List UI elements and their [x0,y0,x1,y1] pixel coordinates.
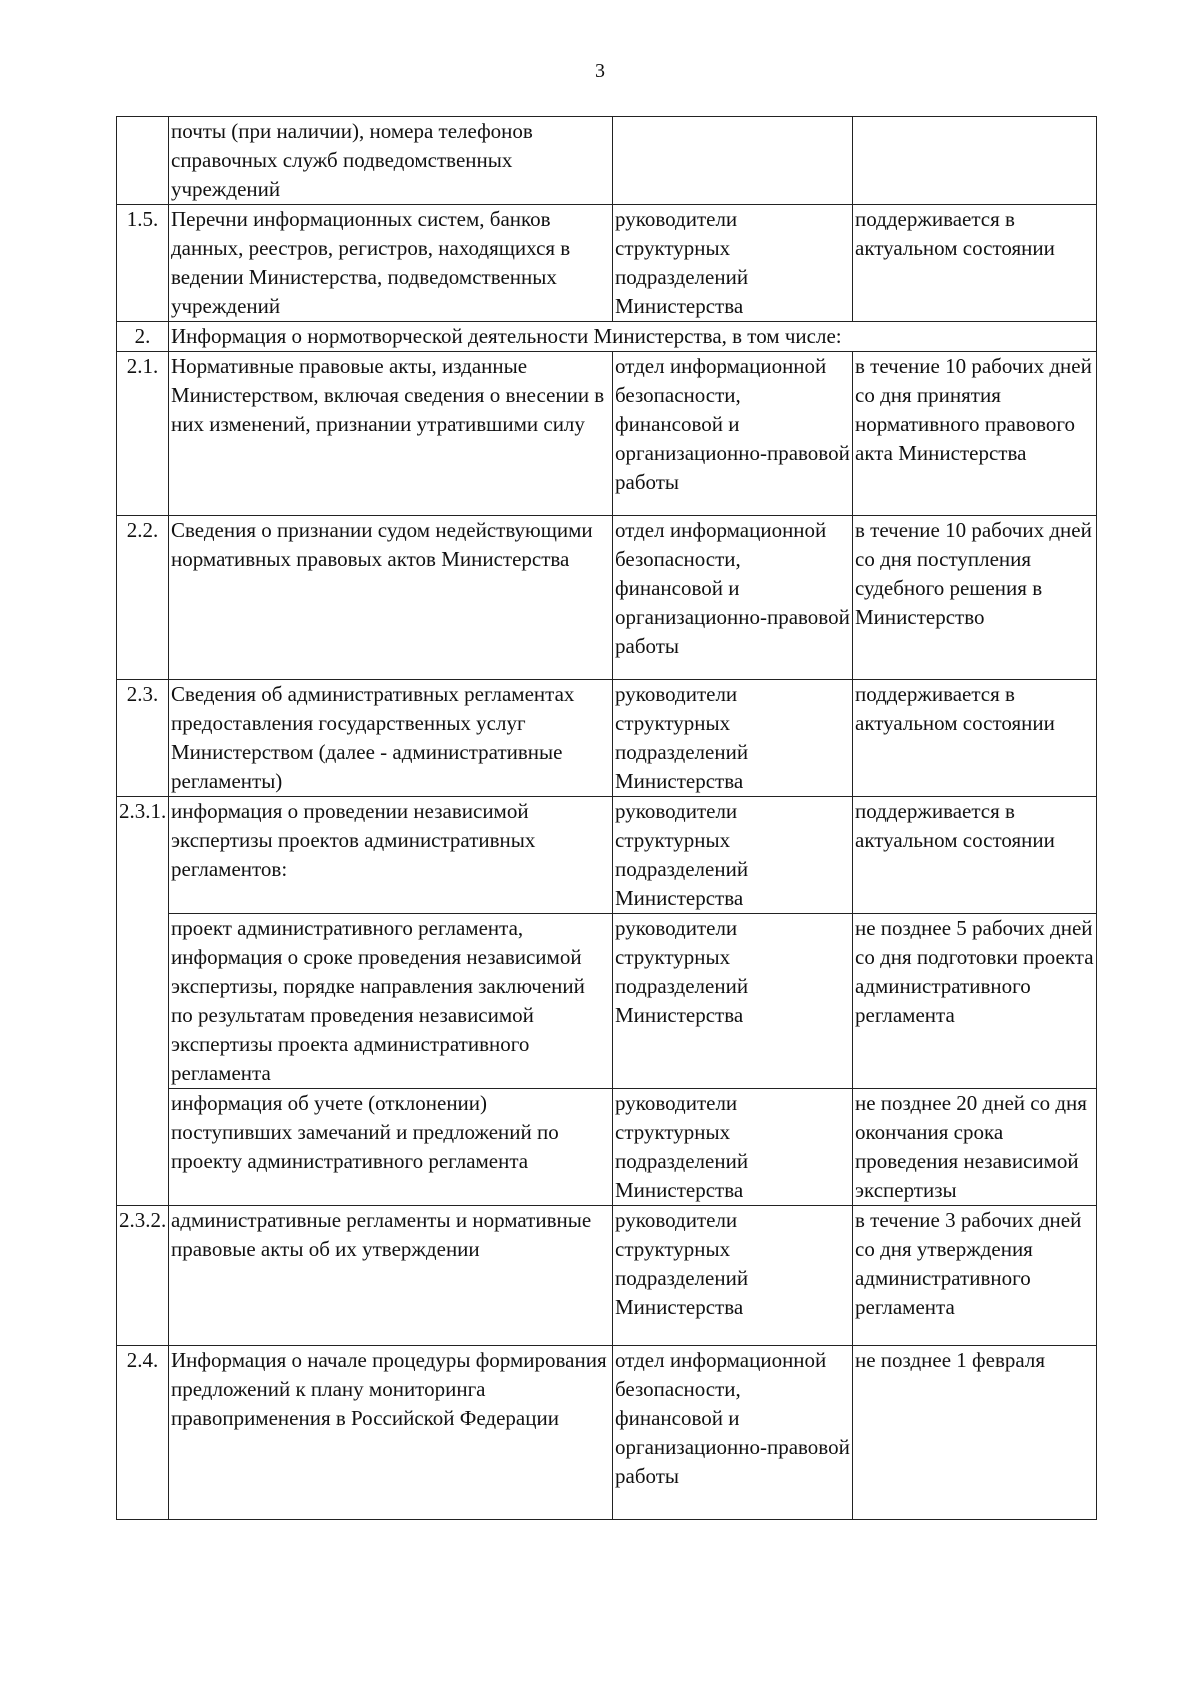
document-table [116,116,1097,1520]
row-responsible: руководители структурных подразделений Министерства [613,1089,853,1206]
row-responsible: отдел информационной безопасности, финансовой и организационно-правовой работы [613,516,853,680]
row-responsible: отдел информационной безопасности, финансовой и организационно-правовой работы [613,352,853,516]
table-row [117,1346,1097,1520]
table-row [117,352,1097,516]
row-responsible: руководители структурных подразделений Министерства [613,797,853,914]
row-deadline: поддерживается в актуальном состоянии [853,797,1097,914]
row-content: административные регламенты и нормативные правовые акты об их утверждении [169,1206,613,1346]
row-content: Сведения об административных регламентах предоставления государственных услуг Министерством (далее - административные регламенты) [169,680,613,797]
row-deadline: в течение 10 рабочих дней со дня принятия нормативного правового акта Министерства [853,352,1097,516]
row-deadline: в течение 10 рабочих дней со дня поступления судебного решения в Министерство [853,516,1097,680]
row-responsible: отдел информационной безопасности, финансовой и организационно-правовой работы [613,1346,853,1520]
row-responsible: руководители структурных подразделений Министерства [613,1206,853,1346]
table-row [117,205,1097,322]
row-content: почты (при наличии), номера телефонов справочных служб подведомственных учреждений [169,117,613,205]
row-number: 2.3.2. [117,1206,169,1346]
row-responsible: руководители структурных подразделений Министерства [613,680,853,797]
row-deadline: не позднее 5 рабочих дней со дня подготовки проекта административного регламента [853,914,1097,1089]
row-number: 2. [117,322,169,352]
table-row [117,1206,1097,1346]
table-row [117,797,1097,914]
row-deadline [853,117,1097,205]
row-content: информация о проведении независимой экспертизы проектов административных регламентов: [169,797,613,914]
row-deadline: в течение 3 рабочих дней со дня утверждения административного регламента [853,1206,1097,1346]
row-deadline: не позднее 1 февраля [853,1346,1097,1520]
page-number: 3 [595,60,605,82]
row-content: Сведения о признании судом недействующими нормативных правовых актов Министерства [169,516,613,680]
table-row [117,117,1097,205]
row-deadline: поддерживается в актуальном состоянии [853,680,1097,797]
row-responsible [613,117,853,205]
row-deadline: поддерживается в актуальном состоянии [853,205,1097,322]
row-number: 2.4. [117,1346,169,1520]
row-content: проект административного регламента, информация о сроке проведения независимой экспертизы, порядке направления заключений по результатам проведения независимой экспертизы проекта административного регламента [169,914,613,1089]
row-deadline: не позднее 20 дней со дня окончания срока проведения независимой экспертизы [853,1089,1097,1206]
row-number: 2.3. [117,680,169,797]
row-content: Перечни информационных систем, банков данных, реестров, регистров, находящихся в ведении Министерства, подведомственных учреждений [169,205,613,322]
row-number: 2.3.1. [117,797,169,1206]
table-row [117,680,1097,797]
row-content: Информация о начале процедуры формирования предложений к плану мониторинга правоприменения в Российской Федерации [169,1346,613,1520]
table-row [117,1089,1097,1206]
row-number: 2.1. [117,352,169,516]
row-number [117,117,169,205]
row-content: информация об учете (отклонении) поступивших замечаний и предложений по проекту административного регламента [169,1089,613,1206]
row-content: Нормативные правовые акты, изданные Министерством, включая сведения о внесении в них изменений, признании утратившими силу [169,352,613,516]
table-row [117,914,1097,1089]
row-responsible: руководители структурных подразделений Министерства [613,914,853,1089]
row-number: 1.5. [117,205,169,322]
table-row [117,516,1097,680]
section-heading: Информация о нормотворческой деятельности Министерства, в том числе: [169,322,1097,352]
table-row-heading [117,322,1097,352]
row-number: 2.2. [117,516,169,680]
row-responsible: руководители структурных подразделений Министерства [613,205,853,322]
